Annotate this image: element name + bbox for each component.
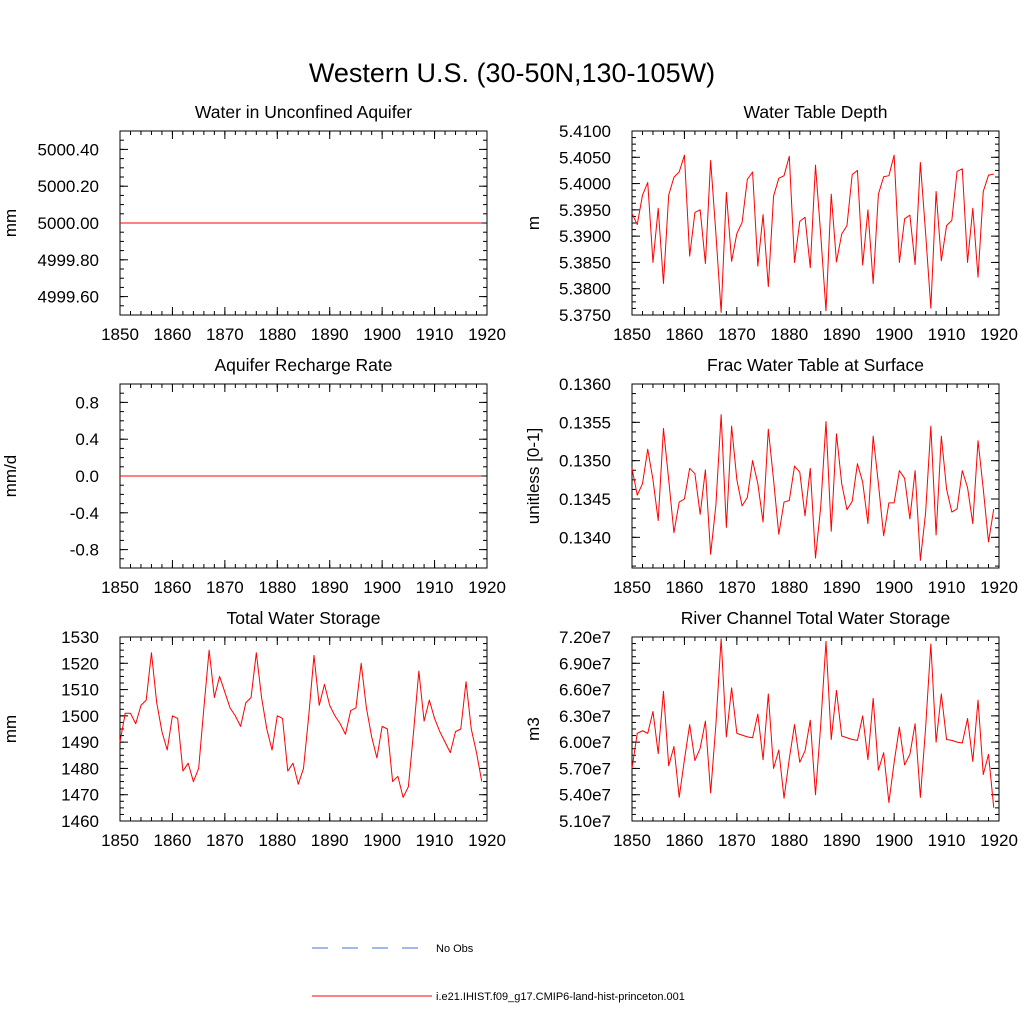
panels-group: [1, 102, 1018, 850]
x-tick-label: 1880: [258, 578, 297, 597]
y-tick-label: 1490: [61, 733, 99, 753]
y-axis-label: m: [524, 215, 543, 231]
y-tick-label: 5.40e7: [559, 785, 611, 805]
x-tick-label: 1890: [310, 578, 349, 597]
x-tick-label: 1870: [205, 831, 244, 850]
x-tick-label: 1920: [468, 325, 506, 344]
legend: [312, 943, 685, 1003]
panel-title: Water in Unconfined Aquifer: [194, 102, 413, 122]
legend-model-label: i.e21.IHIST.f09_g17.CMIP6-land-hist-princeton.001: [436, 991, 685, 1003]
y-tick-label: 1530: [61, 628, 99, 647]
x-tick-label: 1900: [363, 578, 402, 597]
panel-3: [1, 355, 506, 597]
x-tick-label: 1910: [415, 831, 454, 850]
y-tick-label: 0.0: [75, 467, 99, 486]
x-tick-label: 1880: [770, 325, 809, 344]
y-tick-label: 5.4000: [559, 174, 611, 194]
y-tick-label: 5.3900: [559, 227, 611, 247]
x-tick-label: 1900: [875, 578, 914, 597]
x-tick-label: 1860: [153, 831, 192, 850]
x-tick-label: 1920: [468, 831, 506, 850]
y-tick-label: 6.00e7: [559, 733, 611, 753]
x-tick-label: 1850: [101, 831, 139, 850]
x-tick-label: 1850: [613, 578, 651, 597]
y-tick-label: 5.3750: [559, 306, 611, 325]
x-tick-label: 1910: [927, 325, 966, 344]
x-tick-label: 1890: [310, 831, 349, 850]
x-tick-label: 1860: [665, 325, 704, 344]
plot-frame: [120, 637, 487, 821]
y-tick-label: 0.4: [75, 430, 99, 450]
x-tick-label: 1850: [613, 325, 651, 344]
y-tick-label: 4999.80: [37, 250, 99, 270]
x-tick-label: 1910: [927, 578, 966, 597]
y-axis-label: mm/d: [1, 454, 20, 498]
x-tick-label: 1880: [770, 578, 809, 597]
series-line-1: [632, 415, 994, 561]
figure-title: Western U.S. (30-50N,130-105W): [308, 58, 716, 88]
y-tick-label: 4999.60: [37, 287, 99, 307]
x-tick-label: 1850: [613, 831, 651, 850]
x-tick-label: 1860: [665, 831, 704, 850]
x-tick-label: 1920: [468, 578, 506, 597]
y-tick-label: 5.3950: [559, 200, 611, 220]
x-tick-label: 1870: [717, 831, 756, 850]
y-tick-label: 0.1345: [559, 490, 611, 509]
y-tick-label: 5.4100: [559, 122, 611, 141]
x-tick-label: 1890: [822, 578, 861, 597]
x-tick-label: 1880: [258, 831, 297, 850]
panel-title: River Channel Total Water Storage: [680, 608, 951, 628]
y-tick-label: -0.8: [69, 540, 99, 560]
panel-2: [524, 102, 1018, 344]
x-tick-label: 1910: [927, 831, 966, 850]
y-axis-label: unitless [0-1]: [524, 427, 543, 525]
x-tick-label: 1860: [153, 578, 192, 597]
x-tick-label: 1860: [153, 325, 192, 344]
x-tick-label: 1880: [258, 325, 297, 344]
y-tick-label: 5000.20: [37, 177, 99, 197]
y-tick-label: 5000.00: [37, 214, 99, 233]
y-tick-label: 1500: [61, 706, 99, 726]
y-tick-label: 6.30e7: [559, 706, 611, 726]
x-tick-label: 1910: [415, 578, 454, 597]
y-tick-label: 0.1350: [559, 451, 611, 471]
x-tick-label: 1890: [310, 325, 349, 344]
y-tick-label: 5.3850: [559, 253, 611, 273]
panel-1: [1, 102, 506, 344]
y-tick-label: 5.4050: [559, 148, 611, 168]
x-tick-label: 1900: [363, 831, 402, 850]
plot-frame: [632, 131, 999, 315]
x-tick-label: 1920: [980, 578, 1018, 597]
y-tick-label: 0.1360: [559, 375, 611, 394]
y-tick-label: 7.20e7: [559, 628, 611, 647]
y-axis-label: m3: [524, 717, 543, 741]
y-tick-label: 1520: [61, 654, 99, 674]
x-tick-label: 1890: [822, 831, 861, 850]
legend-no-obs-label: No Obs: [436, 943, 474, 955]
panel-title: Frac Water Table at Surface: [707, 355, 924, 375]
x-tick-label: 1880: [770, 831, 809, 850]
y-tick-label: -0.4: [69, 503, 99, 523]
y-tick-label: 5000.40: [37, 140, 99, 160]
y-tick-label: 5.70e7: [559, 759, 611, 779]
y-tick-label: 1480: [61, 759, 99, 779]
x-tick-label: 1870: [205, 578, 244, 597]
y-axis-label: mm: [1, 714, 20, 744]
x-tick-label: 1870: [205, 325, 244, 344]
x-tick-label: 1860: [665, 578, 704, 597]
y-tick-label: 0.1355: [559, 413, 611, 433]
series-line-1: [632, 639, 994, 808]
panel-title: Aquifer Recharge Rate: [214, 355, 393, 375]
x-tick-label: 1850: [101, 578, 139, 597]
x-tick-label: 1900: [363, 325, 402, 344]
panel-title: Total Water Storage: [226, 608, 381, 628]
panel-title: Water Table Depth: [743, 102, 888, 122]
y-tick-label: 0.8: [75, 393, 99, 413]
y-tick-label: 0.1340: [559, 528, 611, 548]
panel-5: [1, 608, 506, 850]
y-tick-label: 6.60e7: [559, 680, 611, 700]
x-tick-label: 1910: [415, 325, 454, 344]
series-line-1: [632, 155, 994, 312]
x-tick-label: 1920: [980, 325, 1018, 344]
x-tick-label: 1900: [875, 325, 914, 344]
y-tick-label: 5.10e7: [559, 812, 611, 831]
panel-6: [524, 608, 1018, 850]
y-tick-label: 1470: [61, 785, 99, 805]
plot-frame: [632, 384, 999, 568]
y-tick-label: 6.90e7: [559, 654, 611, 674]
series-line-1: [120, 650, 482, 797]
y-axis-label: mm: [1, 208, 20, 238]
x-tick-label: 1870: [717, 578, 756, 597]
x-tick-label: 1900: [875, 831, 914, 850]
panel-4: [524, 355, 1018, 597]
x-tick-label: 1920: [980, 831, 1018, 850]
y-tick-label: 1460: [61, 812, 99, 831]
y-tick-label: 1510: [61, 680, 99, 700]
y-tick-label: 5.3800: [559, 279, 611, 299]
x-tick-label: 1850: [101, 325, 139, 344]
x-tick-label: 1870: [717, 325, 756, 344]
x-tick-label: 1890: [822, 325, 861, 344]
